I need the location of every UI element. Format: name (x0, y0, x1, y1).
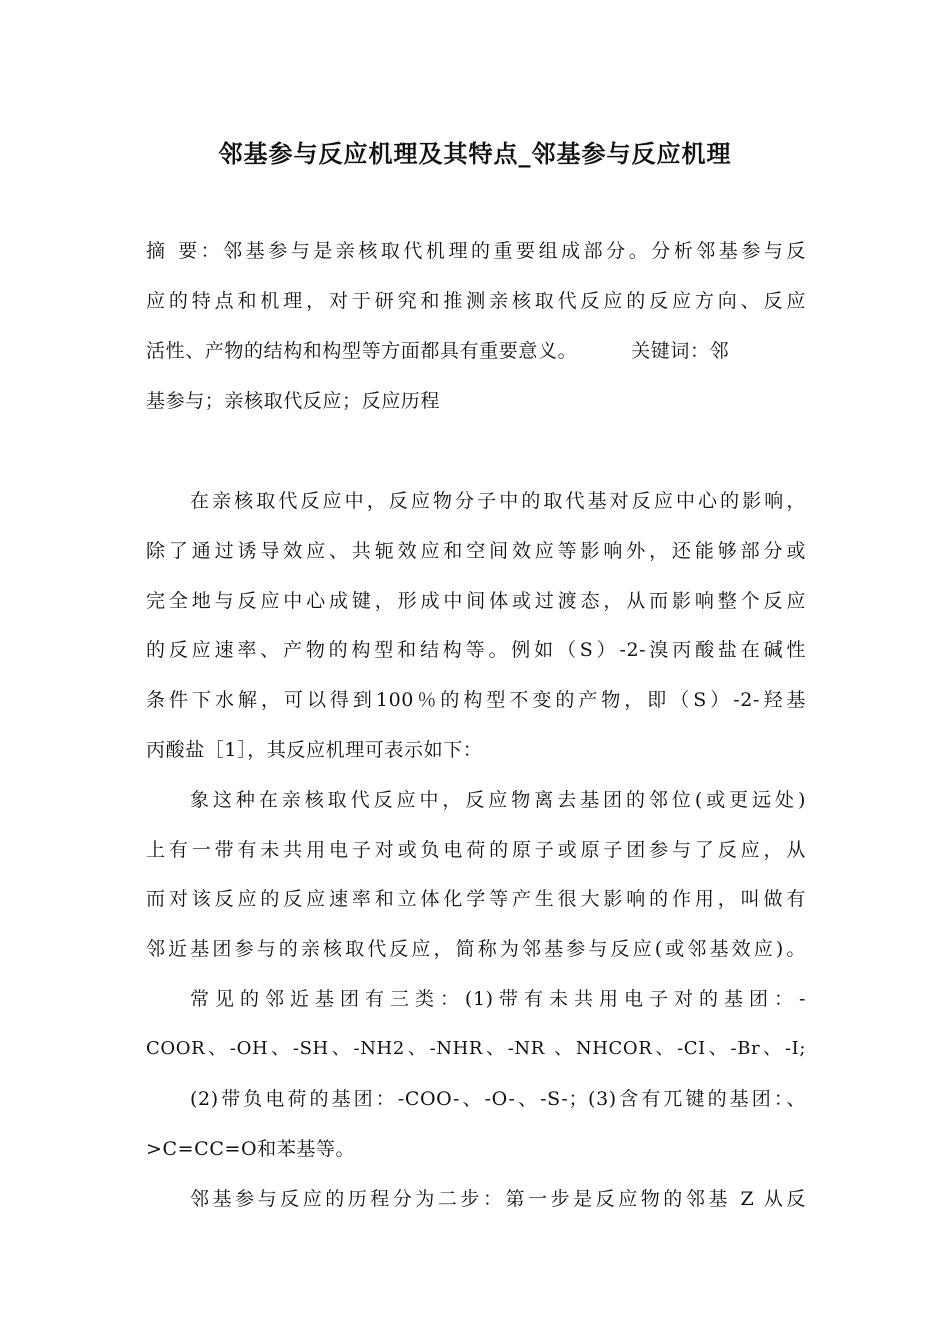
body-line: COOR、-OH、-SH、-NH2、-NHR、-NR 、NHCOR、-CI、-Br、-I; (146, 1038, 806, 1059)
body-line: (2)带负电荷的基团：-COO-、-O-、-S-；(3)含有兀键的基团：、 (190, 1088, 806, 1110)
body-line: 在亲核取代反应中，反应物分子中的取代基对反应中心的影响， (190, 490, 806, 512)
body-line: 条件下水解，可以得到100％的构型不变的产物，即（S）-2-羟基 (146, 689, 806, 711)
abstract-line: 摘 要：邻基参与是亲核取代机理的重要组成部分。分析邻基参与反 (146, 240, 806, 262)
body-line: 的反应速率、产物的构型和结构等。例如（S）-2-溴丙酸盐在碱性 (146, 639, 806, 661)
body-line: >C=CC=O和苯基等。 (146, 1138, 356, 1160)
body-line: 丙酸盐［1］，其反应机理可表示如下： (146, 739, 483, 761)
body-line: 邻近基团参与的亲核取代反应，简称为邻基参与反应(或邻基效应)。 (146, 938, 806, 960)
document-title: 邻基参与反应机理及其特点_邻基参与反应机理 (218, 140, 732, 168)
keywords-label: 关键词：邻 (631, 340, 730, 362)
body-line: 常见的邻近基团有三类：(1)带有未共用电子对的基团：- (190, 988, 806, 1010)
body-line: 邻基参与反应的历程分为二步：第一步是反应物的邻基 Z 从反 (190, 1188, 806, 1210)
abstract-line: 应的特点和机理，对于研究和推测亲核取代反应的反应方向、反应 (146, 290, 806, 312)
body-line: 除了通过诱导效应、共轭效应和空间效应等影响外，还能够部分或 (146, 540, 806, 562)
body-line: 上有一带有未共用电子对或负电荷的原子或原子团参与了反应，从 (146, 839, 806, 861)
body-line: 完全地与反应中心成键，形成中间体或过渡态，从而影响整个反应 (146, 590, 806, 612)
abstract-line: 活性、产物的结构和构型等方面都具有重要意义。 (146, 340, 578, 362)
body-line: 象这种在亲核取代反应中，反应物离去基团的邻位(或更远处) (190, 789, 806, 811)
keywords-line: 基参与；亲核取代反应；反应历程 (146, 390, 441, 412)
abstract-line-with-keywords (146, 338, 806, 364)
body-line: 而对该反应的反应速率和立体化学等产生很大影响的作用，叫做有 (146, 888, 806, 910)
